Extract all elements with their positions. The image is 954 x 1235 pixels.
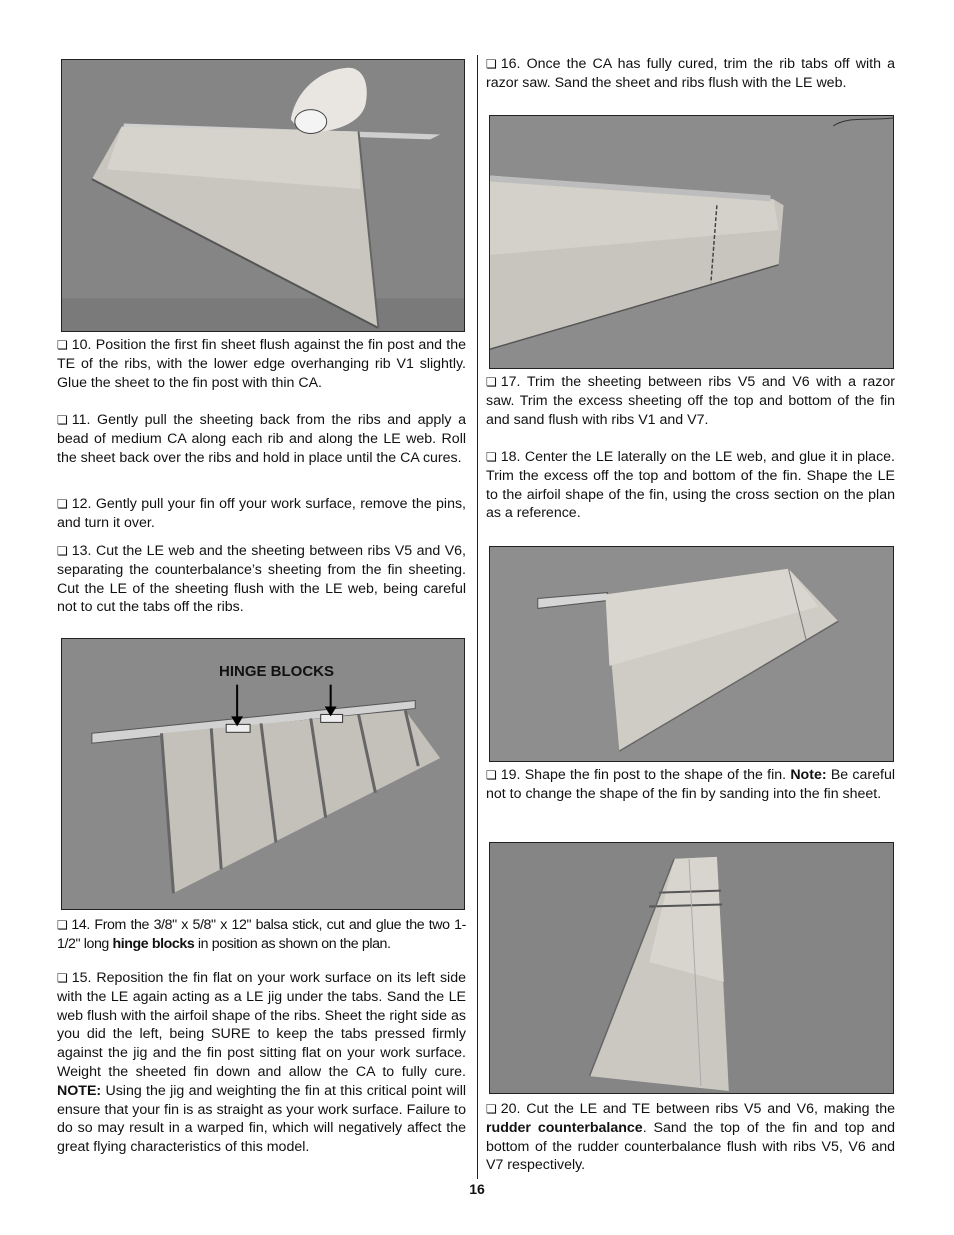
step-12 — [57, 495, 466, 533]
step-20 — [486, 1100, 895, 1175]
step-14 — [57, 916, 466, 954]
checkbox-icon[interactable]: ❏ — [57, 971, 68, 985]
column-divider — [477, 55, 478, 1179]
hinge-blocks-label: HINGE BLOCKS — [219, 663, 335, 680]
checkbox-icon[interactable]: ❏ — [486, 375, 497, 389]
step-18-text: 18. Center the LE laterally on the LE web, and glue it in place. Trim the excess off the top and bottom of the fin. Shape the LE to the airfoil shape of the fin, using the cross section on the plan as a reference. — [486, 449, 895, 522]
step-16-text: 16. Once the CA has fully cured, trim the rib tabs off with a razor saw. Sand the sheet and ribs flush with the LE web. — [486, 56, 895, 91]
step-10-text: 10. Position the first fin sheet flush against the fin post and the TE of the ribs, with the lower edge overhanging rib V1 slightly. Glue the sheet to the fin post with thin CA. — [57, 337, 466, 391]
checkbox-icon[interactable]: ❏ — [57, 413, 68, 427]
photo-fin-sheet-glue — [61, 59, 465, 332]
step-14-text: 14. From the 3/8" x 5/8" x 12" balsa stick, cut and glue the two 1-1/2" long — [57, 917, 466, 952]
step-13-text: 13. Cut the LE web and the sheeting between ribs V5 and V6, separating the counterbalance’s sheeting from the fin sheeting. Cut the LE of the sheeting flush with the LE web, being careful not to cut the tabs off the ribs. — [57, 543, 466, 616]
step-17 — [486, 373, 895, 429]
step-11 — [57, 411, 466, 467]
checkbox-icon[interactable]: ❏ — [57, 338, 68, 352]
checkbox-icon[interactable]: ❏ — [57, 918, 68, 932]
step-14-text-end: in position as shown on the plan. — [194, 935, 391, 952]
step-15-text: 15. Reposition the fin flat on your work surface on its left side with the LE again acting as a LE jig under the tabs. Sand the LE web flush with the airfoil shape of the ribs. Sheet the right side as you did the left, being SURE to keep the tabs pressed firmly against the jig and the fin post sitting flat on your work surface. Weight the sheeted fin down and allow the CA to fully cure. — [57, 970, 466, 1080]
checkbox-icon[interactable]: ❏ — [57, 497, 68, 511]
step-15 — [57, 969, 466, 1157]
step-11-text: 11. Gently pull the sheeting back from the ribs and apply a bead of medium CA along each rib and along the LE web. Roll the sheet back over the ribs and hold in place until the CA cures. — [57, 412, 466, 466]
checkbox-icon[interactable]: ❏ — [57, 544, 68, 558]
checkbox-icon[interactable]: ❏ — [486, 57, 497, 71]
step-16 — [486, 55, 895, 93]
step-12-text: 12. Gently pull your fin off your work surface, remove the pins, and turn it over. — [57, 496, 466, 531]
step-20-bold: rudder counterbalance — [486, 1119, 643, 1136]
page-number: 16 — [469, 1181, 485, 1197]
checkbox-icon[interactable]: ❏ — [486, 450, 497, 464]
checkbox-icon[interactable]: ❏ — [486, 768, 497, 782]
photo-trimmed-fin — [489, 115, 894, 369]
step-10 — [57, 336, 466, 392]
photo-rudder-counterbalance — [489, 842, 894, 1094]
step-20-text: 20. Cut the LE and TE between ribs V5 and V6, making the — [500, 1101, 895, 1117]
step-13 — [57, 542, 466, 617]
step-15-text-end: Using the jig and weighting the fin at this critical point will ensure that your fin is as straight as your work surface. Failure to do so may result in a warped fin, which will negatively affect the great flying characteristics of this model. — [57, 1082, 466, 1156]
step-17-text: 17. Trim the sheeting between ribs V5 and V6 with a razor saw. Trim the excess sheeting off the top and bottom of the fin and sand flush with ribs V1 and V7. — [486, 374, 895, 428]
step-20-text-end: . Sand the top of the fin and top and bottom of the rudder counterbalance flush with ribs V5, V6 and V7 respectively. — [486, 1119, 895, 1174]
step-14-bold: hinge blocks — [112, 935, 195, 952]
step-19-text: 19. Shape the fin post to the shape of the fin. — [500, 767, 791, 783]
step-19-text-end: Be careful not to change the shape of the fin by sanding into the fin sheet. — [486, 767, 895, 802]
photo-hinge-blocks — [61, 638, 465, 910]
step-19-note: Note: — [790, 767, 827, 783]
step-15-note: NOTE: — [57, 1082, 102, 1099]
step-19 — [486, 766, 895, 804]
step-18 — [486, 448, 895, 523]
checkbox-icon[interactable]: ❏ — [486, 1102, 497, 1116]
photo-fin-with-le — [489, 546, 894, 762]
